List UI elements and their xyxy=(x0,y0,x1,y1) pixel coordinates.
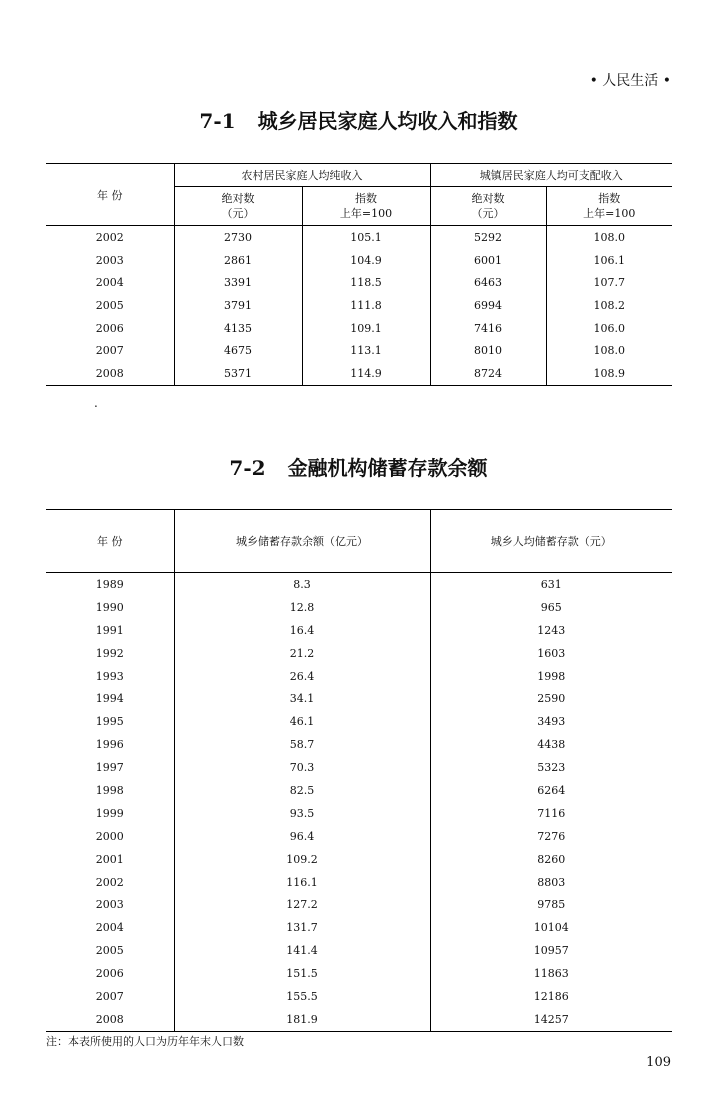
per-capita-cell: 1998 xyxy=(430,665,672,688)
year-cell: 1993 xyxy=(95,669,124,683)
rural-abs-cell: 2861 xyxy=(174,249,302,272)
year-cell: 2007 xyxy=(95,989,124,1003)
idx-label: 指数 xyxy=(355,192,377,205)
per-capita-cell: 5323 xyxy=(430,756,672,779)
year-cell: 1992 xyxy=(95,646,124,660)
idx-base: 上年=100 xyxy=(339,207,393,220)
table2-title xyxy=(0,452,717,481)
year-cell: 2007 xyxy=(95,344,124,358)
urban-abs-cell: 8724 xyxy=(430,362,546,385)
urban-abs-cell: 6001 xyxy=(430,249,546,272)
balance-cell: 141.4 xyxy=(174,939,430,962)
year-cell: 1989 xyxy=(95,577,124,591)
page-number: 109 xyxy=(646,1055,671,1070)
rural-abs-header xyxy=(174,187,302,226)
table-row xyxy=(46,642,672,665)
rural-idx-cell: 109.1 xyxy=(302,317,430,340)
year-cell: 1998 xyxy=(95,783,124,797)
urban-idx-cell: 106.0 xyxy=(546,317,672,340)
year-cell: 2005 xyxy=(95,298,124,312)
balance-cell: 26.4 xyxy=(174,665,430,688)
rural-idx-header xyxy=(302,187,430,226)
rural-idx-cell: 104.9 xyxy=(302,249,430,272)
per-capita-cell: 11863 xyxy=(430,962,672,985)
abs-label: 绝对数 xyxy=(471,192,505,205)
urban-abs-cell: 7416 xyxy=(430,317,546,340)
table-row xyxy=(46,271,672,294)
urban-idx-cell: 107.7 xyxy=(546,271,672,294)
year-cell: 2004 xyxy=(95,921,124,935)
per-capita-cell: 10104 xyxy=(430,916,672,939)
balance-cell: 34.1 xyxy=(174,687,430,710)
stray-dot: . xyxy=(94,396,98,410)
rural-group-header: 农村居民家庭人均纯收入 xyxy=(174,164,430,187)
rural-abs-cell: 2730 xyxy=(174,226,302,249)
rural-abs-cell: 4675 xyxy=(174,339,302,362)
per-capita-cell: 9785 xyxy=(430,893,672,916)
balance-cell: 127.2 xyxy=(174,893,430,916)
year-cell: 1995 xyxy=(95,715,124,729)
footnote: 注：本表所使用的人口为历年年末人口数 xyxy=(46,1035,244,1048)
table-row xyxy=(46,573,672,596)
table-row xyxy=(46,779,672,802)
balance-cell: 131.7 xyxy=(174,916,430,939)
balance-cell: 109.2 xyxy=(174,848,430,871)
table-row xyxy=(46,249,672,272)
balance-cell: 16.4 xyxy=(174,619,430,642)
table-row xyxy=(46,317,672,340)
balance-cell: 93.5 xyxy=(174,802,430,825)
table-row xyxy=(46,665,672,688)
per-capita-cell: 7116 xyxy=(430,802,672,825)
table-row xyxy=(46,1008,672,1031)
rural-abs-cell: 5371 xyxy=(174,362,302,385)
year-cell: 2002 xyxy=(95,230,124,244)
year-header: 年 份 xyxy=(46,164,174,226)
table1-number: 7-1 xyxy=(199,109,236,133)
per-capita-cell: 10957 xyxy=(430,939,672,962)
rural-idx-cell: 105.1 xyxy=(302,226,430,249)
per-capita-cell: 965 xyxy=(430,596,672,619)
table-row xyxy=(46,802,672,825)
income-table xyxy=(46,163,672,386)
year-cell: 2001 xyxy=(95,852,124,866)
table-row xyxy=(46,710,672,733)
urban-idx-cell: 108.0 xyxy=(546,339,672,362)
rural-idx-cell: 113.1 xyxy=(302,339,430,362)
per-capita-cell: 7276 xyxy=(430,825,672,848)
rural-idx-cell: 114.9 xyxy=(302,362,430,385)
year-cell: 2003 xyxy=(95,253,124,267)
table-row xyxy=(46,962,672,985)
table-row xyxy=(46,756,672,779)
balance-cell: 46.1 xyxy=(174,710,430,733)
year-cell: 1994 xyxy=(95,692,124,706)
year-cell: 2008 xyxy=(95,366,124,380)
table-row xyxy=(46,596,672,619)
urban-abs-cell: 6994 xyxy=(430,294,546,317)
table-row xyxy=(46,893,672,916)
per-capita-cell: 12186 xyxy=(430,985,672,1008)
balance-cell: 58.7 xyxy=(174,733,430,756)
year-cell: 2008 xyxy=(95,1012,124,1026)
table-row xyxy=(46,339,672,362)
balance-cell: 70.3 xyxy=(174,756,430,779)
year-cell: 1990 xyxy=(95,600,124,614)
year-header: 年 份 xyxy=(46,510,174,573)
balance-cell: 151.5 xyxy=(174,962,430,985)
per-capita-cell: 2590 xyxy=(430,687,672,710)
rural-idx-cell: 118.5 xyxy=(302,271,430,294)
idx-label: 指数 xyxy=(598,192,621,205)
balance-header: 城乡储蓄存款余额（亿元） xyxy=(174,510,430,573)
per-capita-cell: 8260 xyxy=(430,848,672,871)
per-capita-cell: 1603 xyxy=(430,642,672,665)
abs-unit: （元） xyxy=(471,207,505,220)
urban-abs-cell: 8010 xyxy=(430,339,546,362)
table-row xyxy=(46,985,672,1008)
balance-cell: 82.5 xyxy=(174,779,430,802)
year-cell: 1996 xyxy=(95,738,124,752)
table-row xyxy=(46,939,672,962)
rural-abs-cell: 4135 xyxy=(174,317,302,340)
table2-title-text: 金融机构储蓄存款余额 xyxy=(287,456,488,480)
table-row xyxy=(46,733,672,756)
balance-cell: 96.4 xyxy=(174,825,430,848)
abs-unit: （元） xyxy=(221,207,255,220)
balance-cell: 8.3 xyxy=(174,573,430,596)
table-row xyxy=(46,362,672,385)
per-capita-cell: 6264 xyxy=(430,779,672,802)
table-row xyxy=(46,825,672,848)
table-row xyxy=(46,687,672,710)
balance-cell: 21.2 xyxy=(174,642,430,665)
urban-idx-cell: 108.0 xyxy=(546,226,672,249)
rural-idx-cell: 111.8 xyxy=(302,294,430,317)
urban-idx-cell: 106.1 xyxy=(546,249,672,272)
urban-idx-cell: 108.9 xyxy=(546,362,672,385)
year-cell: 2006 xyxy=(95,967,124,981)
urban-idx-cell: 108.2 xyxy=(546,294,672,317)
year-cell: 1997 xyxy=(95,761,124,775)
balance-cell: 155.5 xyxy=(174,985,430,1008)
per-capita-cell: 1243 xyxy=(430,619,672,642)
per-capita-header: 城乡人均储蓄存款（元） xyxy=(430,510,672,573)
balance-cell: 12.8 xyxy=(174,596,430,619)
year-cell: 2006 xyxy=(95,321,124,335)
table-row xyxy=(46,294,672,317)
year-cell: 2005 xyxy=(95,944,124,958)
urban-group-header: 城镇居民家庭人均可支配收入 xyxy=(430,164,672,187)
table1-title-text: 城乡居民家庭人均收入和指数 xyxy=(257,109,518,133)
per-capita-cell: 631 xyxy=(430,573,672,596)
urban-abs-cell: 5292 xyxy=(430,226,546,249)
table-row xyxy=(46,848,672,871)
year-cell: 2000 xyxy=(95,829,124,843)
table1-title xyxy=(0,105,717,134)
balance-cell: 181.9 xyxy=(174,1008,430,1031)
table-row xyxy=(46,619,672,642)
balance-cell: 116.1 xyxy=(174,871,430,894)
per-capita-cell: 14257 xyxy=(430,1008,672,1031)
section-header: • 人民生活 • xyxy=(589,73,671,89)
table-row xyxy=(46,916,672,939)
savings-table xyxy=(46,509,672,1032)
year-cell: 2004 xyxy=(95,276,124,290)
per-capita-cell: 4438 xyxy=(430,733,672,756)
table-row xyxy=(46,226,672,249)
year-cell: 2003 xyxy=(95,898,124,912)
per-capita-cell: 8803 xyxy=(430,871,672,894)
urban-abs-cell: 6463 xyxy=(430,271,546,294)
year-cell: 1991 xyxy=(95,623,124,637)
idx-base: 上年=100 xyxy=(583,207,636,220)
rural-abs-cell: 3391 xyxy=(174,271,302,294)
per-capita-cell: 3493 xyxy=(430,710,672,733)
urban-idx-header xyxy=(546,187,672,226)
table2-number: 7-2 xyxy=(229,456,266,480)
table-row xyxy=(46,871,672,894)
rural-abs-cell: 3791 xyxy=(174,294,302,317)
abs-label: 绝对数 xyxy=(221,192,255,205)
urban-abs-header xyxy=(430,187,546,226)
year-cell: 2002 xyxy=(95,875,124,889)
year-cell: 1999 xyxy=(95,806,124,820)
